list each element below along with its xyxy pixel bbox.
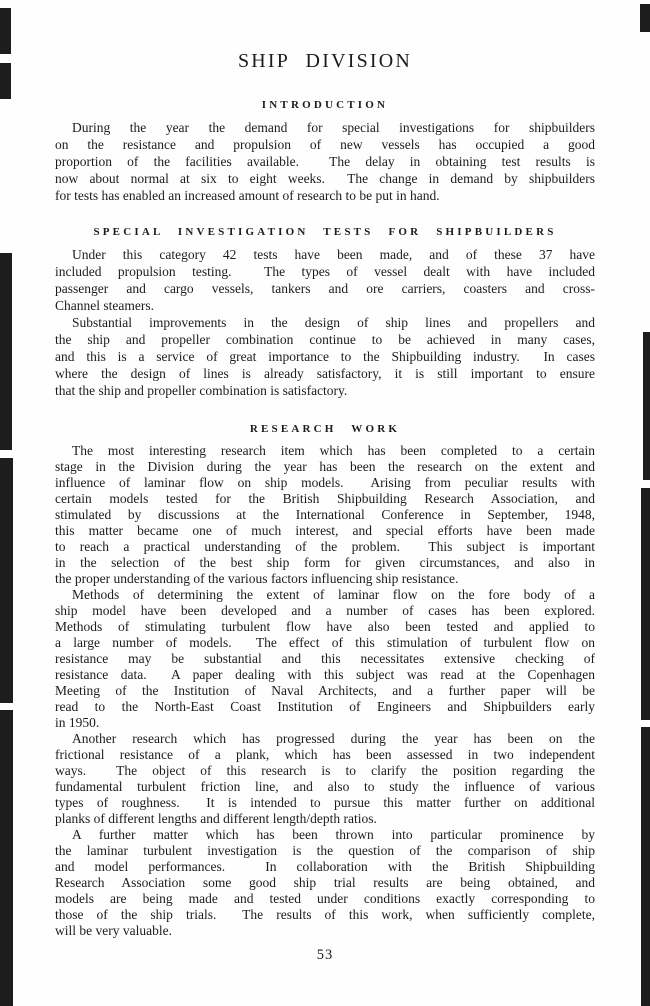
page-number: 53 xyxy=(316,947,334,963)
scan-artifact-left-1 xyxy=(0,8,11,54)
text-line: the proper understanding of the various factors influencing ship resistance. xyxy=(55,571,459,586)
scan-artifact-left-4 xyxy=(0,458,13,703)
section-heading-introduction: INTRODUCTION xyxy=(261,99,389,111)
text-line: A further matter which has been thrown into particular prominence by xyxy=(72,827,595,842)
text-line: Meeting of the Institution of Naval Architects, and a further paper will be xyxy=(55,683,595,698)
scan-artifact-right-3 xyxy=(641,488,650,720)
text-line: resistance data. A paper dealing with this subject was read at the Copenhagen xyxy=(55,667,595,682)
text-line: ways. The object of this research is to clarify the position regarding the xyxy=(55,763,595,778)
text-line: to reach a practical understanding of the problem. This subject is important xyxy=(55,539,595,554)
text-line: Substantial improvements in the design of ship lines and propellers and xyxy=(72,315,595,330)
text-line: a large number of models. The effect of this stimulation of turbulent flow on xyxy=(55,635,595,650)
text-line: the laminar turbulent investigation is the question of the comparison of ship xyxy=(55,843,595,858)
page-title: SHIP DIVISION xyxy=(237,50,413,72)
text-line: resistance may be substantial and this necessitates extensive checking of xyxy=(55,651,595,666)
text-line: the ship and propeller combination continue to be achieved in many cases, xyxy=(55,332,595,347)
text-line: ship model have been developed and a number of cases has been explored. xyxy=(55,603,595,618)
paragraph xyxy=(55,443,595,587)
text-line: types of roughness. It is intended to pursue this matter further on additional xyxy=(55,795,595,810)
text-line: certain models tested for the British Shipbuilding Research Association, and xyxy=(55,491,595,506)
text-line: Under this category 42 tests have been made, and of these 37 have xyxy=(72,247,595,262)
paragraph xyxy=(55,731,595,827)
paragraph xyxy=(55,246,595,314)
text-line: passenger and cargo vessels, tankers and ore carriers, coasters and cross- xyxy=(55,281,595,296)
section-heading-research-work: RESEARCH WORK xyxy=(249,423,401,435)
text-line: for tests has enabled an increased amount of research to be put in hand. xyxy=(55,188,440,203)
scan-artifact-right-4 xyxy=(641,727,650,1006)
scan-artifact-left-3 xyxy=(0,253,12,450)
section-special-tests-body xyxy=(55,246,595,399)
text-line: now about normal at six to eight weeks. The change in demand by shipbuilders xyxy=(55,171,595,186)
text-line: fundamental turbulent friction line, and also to study the influence of various xyxy=(55,779,595,794)
text-line: stage in the Division during the year has been the research on the extent and xyxy=(55,459,595,474)
text-line: will be very valuable. xyxy=(55,923,172,938)
text-line: influence of laminar flow on ship models. Arising from peculiar results with xyxy=(55,475,595,490)
text-line: Channel steamers. xyxy=(55,298,154,313)
text-line: The most interesting research item which has been completed to a certain xyxy=(72,443,595,458)
paragraph xyxy=(55,587,595,731)
text-line: in the selection of the best ship form for given circumstances, and also in xyxy=(55,555,595,570)
text-line: frictional resistance of a plank, which has been assessed in two independent xyxy=(55,747,595,762)
text-line: and model performances. In collaboration with the British Shipbuilding xyxy=(55,859,595,874)
paragraph xyxy=(55,827,595,939)
text-line: read to the North-East Coast Institution of Engineers and Shipbuilders early xyxy=(55,699,595,714)
text-line: proportion of the facilities available. The delay in obtaining test results is xyxy=(55,154,595,169)
text-line: stimulated by discussions at the International Conference in September, 1948, xyxy=(55,507,595,522)
section-heading-special-investigation-tests: SPECIAL INVESTIGATION TESTS FOR SHIPBUILDERS xyxy=(93,226,557,238)
paragraph xyxy=(55,314,595,399)
text-line: on the resistance and propulsion of new vessels has occupied a good xyxy=(55,137,595,152)
text-line: Methods of stimulating turbulent flow have also been tested and applied to xyxy=(55,619,595,634)
text-line: included propulsion testing. The types of vessel dealt with have included xyxy=(55,264,595,279)
text-line: planks of different lengths and different length/depth ratios. xyxy=(55,811,377,826)
scan-artifact-right-1 xyxy=(640,4,650,32)
paragraph xyxy=(55,119,595,204)
section-introduction-body xyxy=(55,119,595,204)
text-line: Another research which has progressed during the year has been on the xyxy=(72,731,595,746)
text-line: Research Association some good ship trial results are being obtained, and xyxy=(55,875,595,890)
section-research-work-body xyxy=(55,443,595,939)
text-line: this matter became one of much interest, and special efforts have been made xyxy=(55,523,595,538)
text-line: models are being made and tested under conditions exactly corresponding to xyxy=(55,891,595,906)
text-line: in 1950. xyxy=(55,715,100,730)
text-line: where the design of lines is already satisfactory, it is still important to ensure xyxy=(55,366,595,381)
text-line: During the year the demand for special investigations for shipbuilders xyxy=(72,120,595,135)
text-line: that the ship and propeller combination is satisfactory. xyxy=(55,383,348,398)
text-line: those of the ship trials. The results of this work, when sufficiently complete, xyxy=(55,907,595,922)
text-line: Methods of determining the extent of laminar flow on the fore body of a xyxy=(72,587,595,602)
text-line: and this is a service of great importance to the Shipbuilding industry. In cases xyxy=(55,349,595,364)
scan-artifact-right-2 xyxy=(643,332,650,480)
